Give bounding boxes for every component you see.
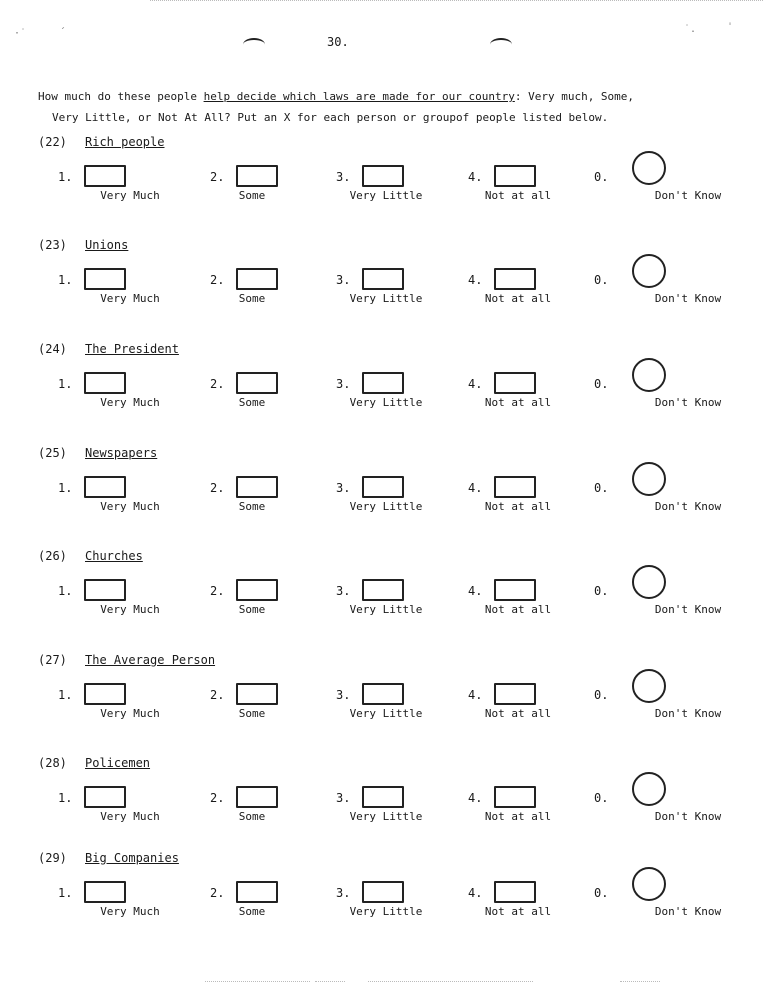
question-number: (27)	[38, 653, 67, 667]
answer-option	[58, 881, 178, 921]
option-number: 3.	[336, 688, 351, 702]
question-heading	[38, 851, 179, 865]
option-label: Not at all	[484, 396, 552, 409]
option-label: Very Much	[100, 500, 160, 513]
answer-checkbox[interactable]	[236, 786, 278, 808]
dont-know-circle[interactable]	[632, 358, 666, 392]
dont-know-circle[interactable]	[632, 151, 666, 185]
question-item	[38, 446, 728, 536]
dont-know-circle[interactable]	[632, 867, 666, 901]
question-heading	[38, 238, 128, 252]
answer-option	[336, 881, 456, 921]
option-label: Some	[238, 603, 266, 616]
option-label: Very Little	[349, 707, 423, 720]
answer-checkbox[interactable]	[494, 786, 536, 808]
question-number: (25)	[38, 446, 67, 460]
option-label: Don't Know	[654, 707, 722, 720]
option-label: Don't Know	[654, 603, 722, 616]
option-number: 2.	[210, 688, 225, 702]
answer-option	[468, 786, 588, 826]
option-number: 1.	[58, 377, 73, 391]
scan-edge-bottom	[205, 981, 310, 982]
answer-checkbox[interactable]	[362, 786, 404, 808]
punch-hole-mark-right	[490, 38, 512, 51]
option-label: Not at all	[484, 707, 552, 720]
option-label: Very Much	[100, 603, 160, 616]
option-label: Some	[238, 810, 266, 823]
answer-option	[468, 372, 588, 412]
option-label: Very Much	[100, 905, 160, 918]
option-label: Don't Know	[654, 292, 722, 305]
option-label: Not at all	[484, 603, 552, 616]
answer-checkbox[interactable]	[494, 476, 536, 498]
answer-option	[210, 683, 330, 723]
option-label: Very Little	[349, 905, 423, 918]
answer-checkbox[interactable]	[236, 372, 278, 394]
question-item	[38, 135, 728, 225]
punch-hole-mark-left	[243, 38, 265, 51]
scan-edge-bottom	[620, 981, 660, 982]
option-label: Not at all	[484, 905, 552, 918]
question-number: (24)	[38, 342, 67, 356]
scan-edge-top	[150, 0, 763, 1]
dont-know-circle[interactable]	[632, 462, 666, 496]
answer-option	[210, 372, 330, 412]
answer-checkbox[interactable]	[362, 683, 404, 705]
question-label: Newspapers	[85, 446, 158, 460]
option-label: Very Little	[349, 603, 423, 616]
option-number: 3.	[336, 481, 351, 495]
option-number: 0.	[594, 273, 609, 287]
question-number: (22)	[38, 135, 67, 149]
question-number: (29)	[38, 851, 67, 865]
question-label: Big Companies	[85, 851, 179, 865]
scan-edge-bottom	[315, 981, 345, 982]
question-item	[38, 851, 728, 941]
answer-checkbox[interactable]	[84, 165, 126, 187]
option-label: Some	[238, 189, 266, 202]
answer-checkbox[interactable]	[362, 165, 404, 187]
answer-option	[594, 476, 722, 516]
answer-checkbox[interactable]	[84, 579, 126, 601]
question-item	[38, 549, 728, 639]
option-label: Very Much	[100, 707, 160, 720]
option-number: 4.	[468, 886, 483, 900]
answer-checkbox[interactable]	[494, 165, 536, 187]
option-label: Very Little	[349, 292, 423, 305]
answer-checkbox[interactable]	[494, 683, 536, 705]
option-label: Don't Know	[654, 396, 722, 409]
option-number: 0.	[594, 791, 609, 805]
answer-checkbox[interactable]	[494, 372, 536, 394]
option-number: 1.	[58, 584, 73, 598]
option-number: 3.	[336, 273, 351, 287]
question-heading	[38, 446, 157, 460]
answer-option	[58, 372, 178, 412]
question-heading	[38, 342, 179, 356]
option-label: Not at all	[484, 810, 552, 823]
answer-checkbox[interactable]	[494, 268, 536, 290]
answer-option	[58, 579, 178, 619]
option-label: Some	[238, 707, 266, 720]
option-number: 3.	[336, 584, 351, 598]
option-number: 2.	[210, 886, 225, 900]
instructions-line-2: Very Little, or Not At All? Put an X for each person or groupof people listed below.	[52, 111, 609, 124]
question-number: (26)	[38, 549, 67, 563]
option-number: 1.	[58, 481, 73, 495]
question-item	[38, 756, 728, 846]
answer-option	[210, 476, 330, 516]
answer-option	[58, 476, 178, 516]
answer-option	[58, 165, 178, 205]
option-number: 4.	[468, 791, 483, 805]
answer-checkbox[interactable]	[236, 683, 278, 705]
answer-checkbox[interactable]	[236, 476, 278, 498]
answer-checkbox[interactable]	[236, 881, 278, 903]
option-number: 1.	[58, 791, 73, 805]
option-number: 1.	[58, 688, 73, 702]
question-label: Policemen	[85, 756, 151, 770]
option-number: 2.	[210, 273, 225, 287]
option-number: 4.	[468, 688, 483, 702]
option-label: Some	[238, 500, 266, 513]
instructions-underlined: help decide which laws are made for our country	[203, 90, 515, 103]
answer-option	[336, 579, 456, 619]
answer-checkbox[interactable]	[84, 786, 126, 808]
question-label: Churches	[85, 549, 143, 563]
option-label: Very Much	[100, 396, 160, 409]
option-label: Not at all	[484, 500, 552, 513]
question-heading	[38, 756, 150, 770]
option-label: Very Little	[349, 189, 423, 202]
option-number: 0.	[594, 688, 609, 702]
answer-checkbox[interactable]	[84, 372, 126, 394]
question-label: The Average Person	[85, 653, 216, 667]
option-label: Some	[238, 905, 266, 918]
answer-checkbox[interactable]	[362, 268, 404, 290]
answer-option	[594, 268, 722, 308]
option-number: 2.	[210, 584, 225, 598]
answer-checkbox[interactable]	[84, 881, 126, 903]
answer-option	[336, 268, 456, 308]
question-number: (28)	[38, 756, 67, 770]
scan-edge-bottom	[368, 981, 533, 982]
answer-checkbox[interactable]	[362, 476, 404, 498]
option-number: 4.	[468, 273, 483, 287]
question-label: The President	[85, 342, 179, 356]
option-label: Don't Know	[654, 810, 722, 823]
answer-checkbox[interactable]	[494, 881, 536, 903]
option-label: Some	[238, 292, 266, 305]
answer-checkbox[interactable]	[362, 881, 404, 903]
answer-option	[336, 683, 456, 723]
question-label: Rich people	[85, 135, 165, 149]
option-number: 0.	[594, 584, 609, 598]
answer-checkbox[interactable]	[362, 372, 404, 394]
option-number: 4.	[468, 481, 483, 495]
answer-checkbox[interactable]	[494, 579, 536, 601]
question-label: Unions	[85, 238, 129, 252]
option-number: 4.	[468, 584, 483, 598]
question-heading	[38, 135, 164, 149]
option-number: 3.	[336, 377, 351, 391]
dont-know-circle[interactable]	[632, 565, 666, 599]
answer-option	[594, 579, 722, 619]
answer-option	[468, 683, 588, 723]
answer-option	[58, 683, 178, 723]
instructions-tail: : Very much, Some,	[514, 90, 635, 103]
option-label: Don't Know	[654, 189, 722, 202]
answer-option	[210, 165, 330, 205]
answer-checkbox[interactable]	[84, 683, 126, 705]
option-number: 1.	[58, 886, 73, 900]
option-number: 1.	[58, 170, 73, 184]
dont-know-circle[interactable]	[632, 772, 666, 806]
option-label: Very Much	[100, 810, 160, 823]
question-item	[38, 342, 728, 432]
answer-option	[58, 268, 178, 308]
instructions	[38, 86, 728, 128]
question-heading	[38, 653, 215, 667]
answer-option	[468, 165, 588, 205]
option-number: 4.	[468, 377, 483, 391]
option-label: Very Much	[100, 292, 160, 305]
question-number: (23)	[38, 238, 67, 252]
option-label: Not at all	[484, 189, 552, 202]
answer-option	[58, 786, 178, 826]
scan-speck: ˙.	[684, 24, 697, 35]
option-number: 3.	[336, 791, 351, 805]
option-label: Some	[238, 396, 266, 409]
answer-option	[468, 268, 588, 308]
option-label: Don't Know	[654, 500, 722, 513]
answer-option	[468, 476, 588, 516]
question-item	[38, 238, 728, 328]
answer-checkbox[interactable]	[84, 476, 126, 498]
scan-speck: ˏ	[60, 18, 67, 29]
answer-checkbox[interactable]	[84, 268, 126, 290]
answer-checkbox[interactable]	[236, 165, 278, 187]
answer-option	[594, 372, 722, 412]
option-number: 3.	[336, 170, 351, 184]
answer-option	[336, 372, 456, 412]
answer-option	[594, 786, 722, 826]
answer-option	[336, 786, 456, 826]
option-label: Don't Know	[654, 905, 722, 918]
question-item	[38, 653, 728, 743]
answer-option	[336, 165, 456, 205]
instructions-lead: How much do these people	[38, 90, 204, 103]
option-number: 3.	[336, 886, 351, 900]
answer-option	[336, 476, 456, 516]
answer-checkbox[interactable]	[236, 268, 278, 290]
option-label: Very Little	[349, 396, 423, 409]
answer-option	[468, 881, 588, 921]
option-number: 4.	[468, 170, 483, 184]
option-label: Not at all	[484, 292, 552, 305]
dont-know-circle[interactable]	[632, 669, 666, 703]
answer-option	[210, 881, 330, 921]
answer-option	[210, 786, 330, 826]
answer-checkbox[interactable]	[362, 579, 404, 601]
option-label: Very Much	[100, 189, 160, 202]
answer-option	[210, 268, 330, 308]
option-number: 0.	[594, 886, 609, 900]
option-label: Very Little	[349, 500, 423, 513]
answer-option	[210, 579, 330, 619]
option-number: 1.	[58, 273, 73, 287]
option-number: 0.	[594, 481, 609, 495]
answer-option	[594, 881, 722, 921]
page-number: 30.	[327, 35, 349, 49]
answer-option	[468, 579, 588, 619]
dont-know-circle[interactable]	[632, 254, 666, 288]
answer-checkbox[interactable]	[236, 579, 278, 601]
answer-option	[594, 683, 722, 723]
scan-speck: ·˙	[14, 28, 27, 39]
instructions-line-1	[38, 86, 728, 107]
question-heading	[38, 549, 143, 563]
answer-option	[594, 165, 722, 205]
option-number: 2.	[210, 377, 225, 391]
option-number: 2.	[210, 481, 225, 495]
option-number: 0.	[594, 377, 609, 391]
option-number: 0.	[594, 170, 609, 184]
scan-speck: ˈ	[727, 22, 734, 33]
option-number: 2.	[210, 791, 225, 805]
option-label: Very Little	[349, 810, 423, 823]
option-number: 2.	[210, 170, 225, 184]
